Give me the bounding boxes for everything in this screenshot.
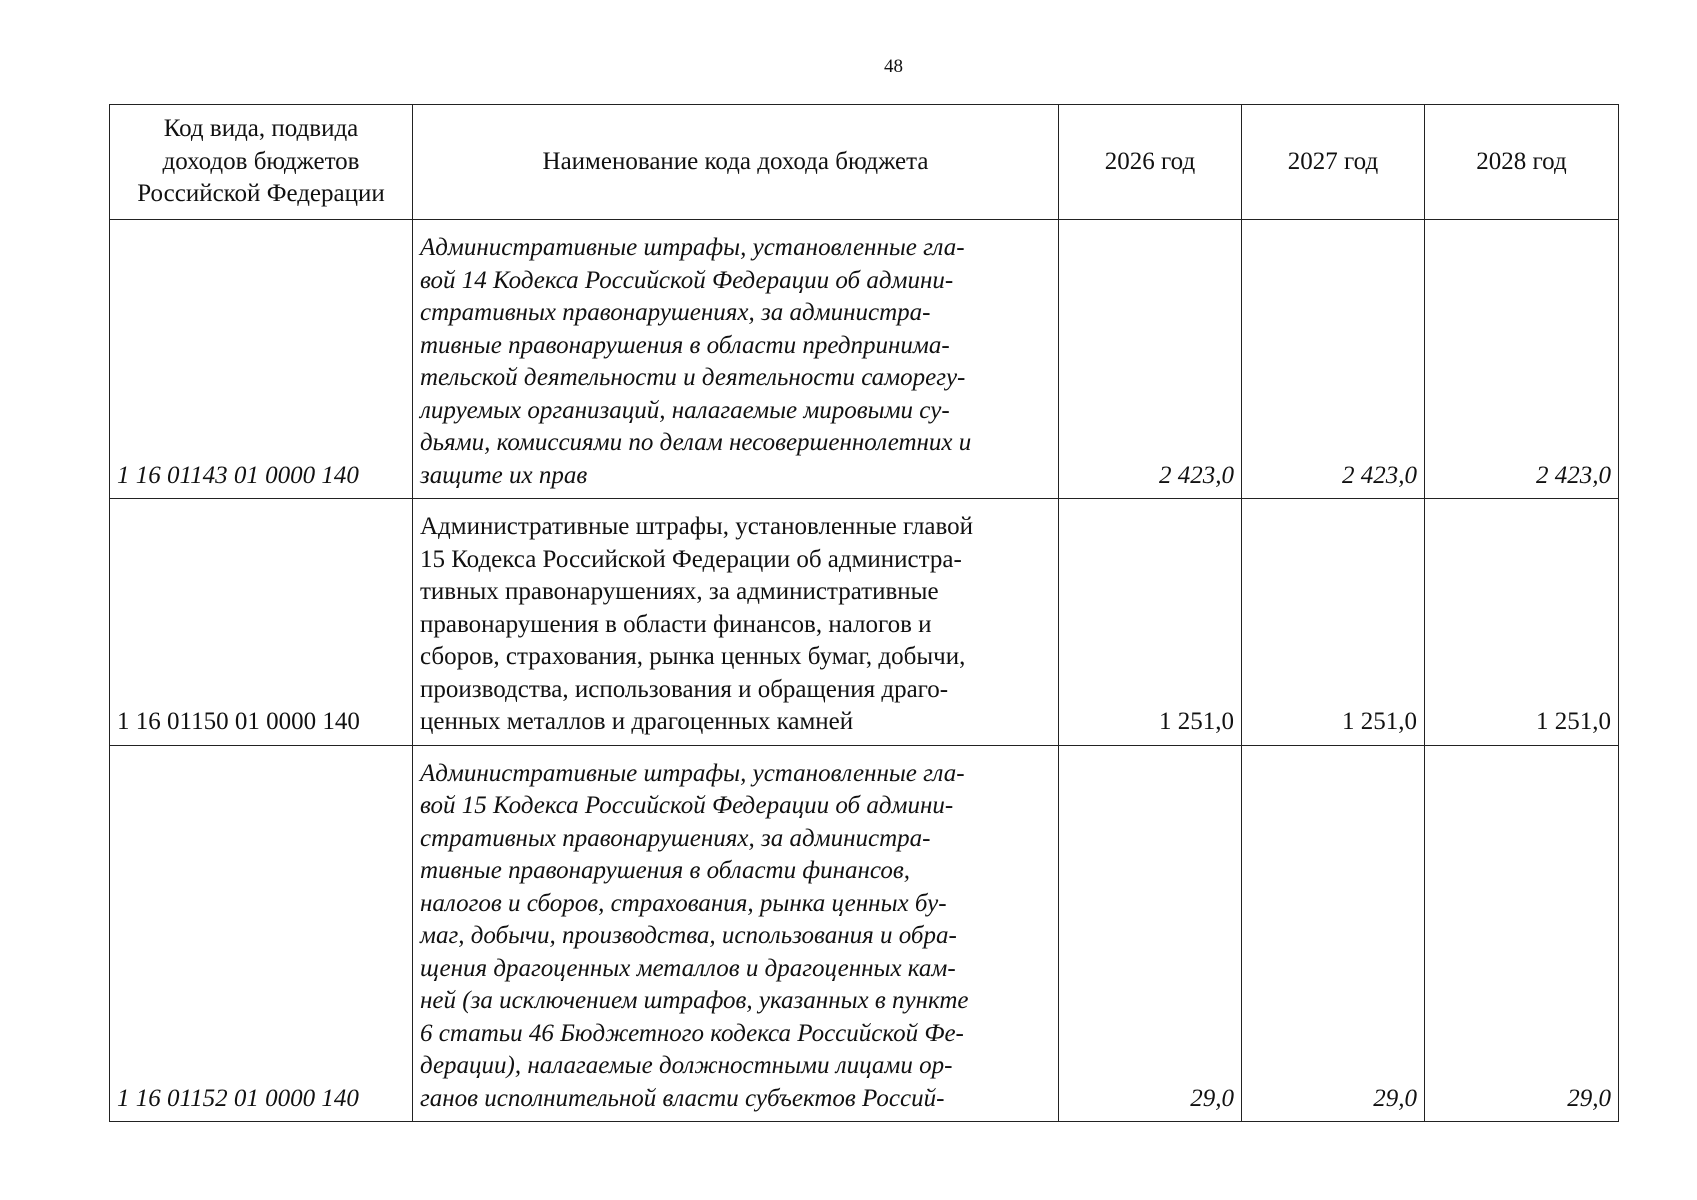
page-number-container: [0, 56, 1697, 78]
row-name-line: Административные штрафы, установленные главой: [420, 513, 974, 540]
row-value-2027: 2 423,0: [1242, 220, 1425, 499]
row-name-line: защите их прав: [420, 461, 588, 489]
row-name-line: лируемых организаций, налагаемые мировыми су-: [420, 396, 950, 424]
row-name-line: стративных правонарушениях, за администра-: [420, 824, 931, 852]
row-name-line: сборов, страхования, рынка ценных бумаг, добычи,: [420, 643, 966, 670]
table-header: [110, 105, 1619, 220]
row-name: [413, 745, 1059, 1122]
row-name-line: ганов исполнительной власти субъектов Россий-: [420, 1084, 945, 1112]
row-name-line: стративных правонарушениях, за администра-: [420, 299, 931, 326]
row-code: 1 16 01152 01 0000 140: [110, 745, 413, 1122]
budget-revenue-table: [109, 104, 1619, 1122]
header-code: [110, 105, 413, 220]
row-value-2028: 2 423,0: [1425, 220, 1619, 499]
header-code-line: Код вида, подвида: [163, 115, 359, 143]
row-name-line: дьями, комиссиями по делам несовершеннолетних и: [420, 429, 972, 456]
row-name-line: тельской деятельности и деятельности саморегу-: [420, 364, 966, 391]
row-name-line: 6 статьи 46 Бюджетного кодекса Российской Фе-: [420, 1019, 964, 1047]
row-name-line: дерации), налагаемые должностными лицами ор-: [420, 1052, 953, 1079]
row-value-2026: 29,0: [1059, 745, 1242, 1122]
row-value-2027: 1 251,0: [1242, 499, 1425, 746]
row-name-line: правонарушения в области финансов, налогов и: [420, 610, 932, 638]
row-code: 1 16 01143 01 0000 140: [110, 220, 413, 499]
row-value-2028: 29,0: [1425, 745, 1619, 1122]
row-value-2028: 1 251,0: [1425, 499, 1619, 746]
row-name-line: ней (за исключением штрафов, указанных в пункте: [420, 987, 969, 1014]
table-body: [110, 220, 1619, 1122]
row-name-line: производства, использования и обращения драго-: [420, 675, 949, 703]
row-name: [413, 220, 1059, 499]
row-name-line: тивные правонарушения в области предпринима-: [420, 331, 950, 359]
row-name-line: тивные правонарушения в области финансов,: [420, 857, 910, 884]
header-year-2028: 2028 год: [1425, 105, 1619, 220]
row-name-line: маг, добычи, производства, использования и обра-: [420, 922, 957, 949]
header-code-line: Российской Федерации: [137, 180, 385, 208]
row-name-line: вой 14 Кодекса Российской Федерации об админи-: [420, 266, 954, 294]
row-name-line: ценных металлов и драгоценных камней: [420, 708, 854, 735]
header-year-2026: 2026 год: [1059, 105, 1242, 220]
row-value-2026: 1 251,0: [1059, 499, 1242, 746]
table-row: [110, 499, 1619, 746]
row-name-line: 15 Кодекса Российской Федерации об администра-: [420, 545, 962, 573]
header-name: Наименование кода дохода бюджета: [413, 105, 1059, 220]
row-value-2026: 2 423,0: [1059, 220, 1242, 499]
page-number: 48: [884, 56, 903, 77]
row-name: [413, 499, 1059, 746]
row-name-line: щения драгоценных металлов и драгоценных кам-: [420, 954, 956, 982]
row-name-line: Административные штрафы, установленные гла-: [420, 759, 965, 787]
row-name-line: тивных правонарушениях, за административные: [420, 578, 939, 605]
row-code: 1 16 01150 01 0000 140: [110, 499, 413, 746]
header-row: [110, 105, 1619, 220]
table-row: [110, 745, 1619, 1122]
header-code-line: доходов бюджетов: [162, 147, 360, 175]
row-value-2027: 29,0: [1242, 745, 1425, 1122]
header-year-2027: 2027 год: [1242, 105, 1425, 220]
row-name-line: Административные штрафы, установленные гла-: [420, 234, 965, 261]
table-row: [110, 220, 1619, 499]
row-name-line: вой 15 Кодекса Российской Федерации об админи-: [420, 792, 954, 819]
row-name-line: налогов и сборов, страхования, рынка ценных бу-: [420, 889, 947, 917]
